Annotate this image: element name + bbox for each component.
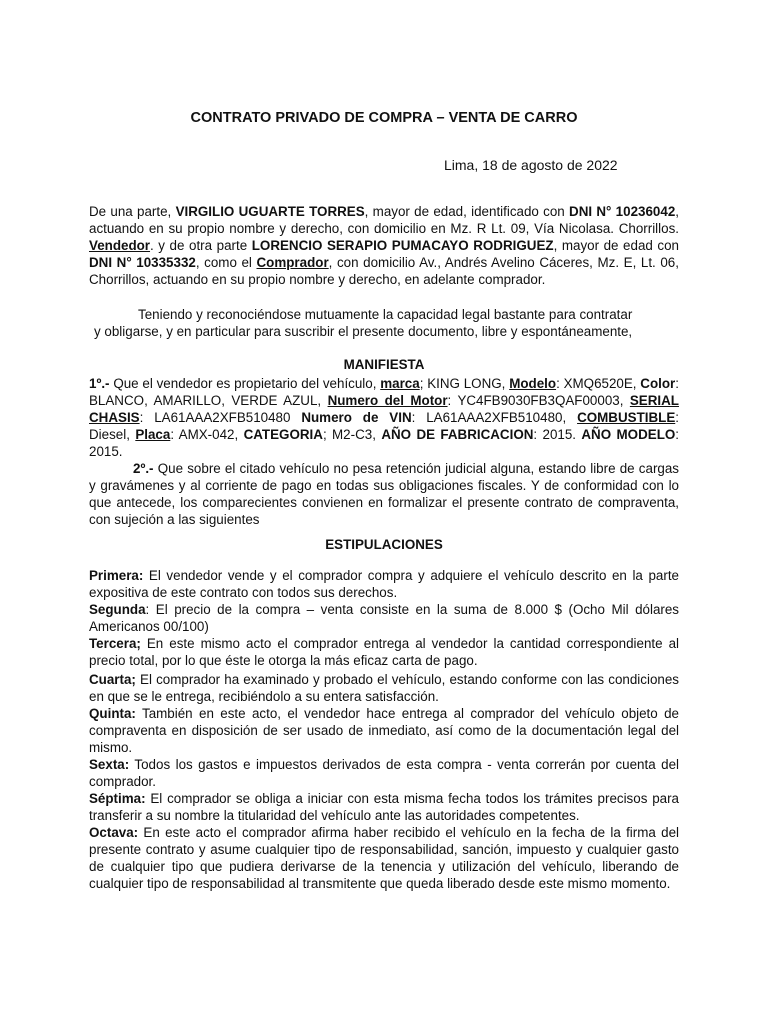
clause-text: En este acto el comprador afirma haber recibido el vehículo en la fecha de la firma del presente contrato y asume cualquier tipo de responsabilidad, sanción, impuesto y cualquier gasto de cualquier tipo que pudiera derivarse de la tenencia y utilización del vehículo, liberando de cualquier tipo de responsabilidad al transmitente que queda liberado desde este mismo momento.	[89, 825, 679, 891]
chasis-label: SERIAL CHASIS	[89, 393, 679, 425]
clause-label: Segunda	[89, 602, 146, 617]
clauses-block-2	[89, 671, 679, 892]
capacity-paragraph	[94, 306, 694, 340]
chasis-value: : LA61AAA2XFB510480	[139, 410, 302, 425]
vin-value: : LA61AAA2XFB510480,	[411, 410, 578, 425]
motor-label: Numero del Motor	[327, 393, 448, 408]
clause-label: Cuarta;	[89, 672, 136, 687]
seller-role: Vendedor	[89, 238, 151, 253]
vin-label: Numero de VIN	[301, 410, 412, 425]
color-value: : BLANCO, AMARILLO, VERDE AZUL,	[89, 376, 679, 408]
intro-text: , mayor de edad con	[553, 238, 679, 253]
intro-text: , con domicilio Av., Andrés Avelino Cáceres, Mz. E, Lt. 06, Chorrillos, actuando en su propio nombre y derecho, en adelante comprador.	[89, 255, 679, 287]
buyer-name: LORENCIO SERAPIO PUMACAYO RODRIGUEZ	[251, 238, 554, 253]
marca-label: marca	[380, 376, 420, 391]
clause-text: El comprador ha examinado y probado el vehículo, estando conforme con las condiciones en que se le entrega, recibiéndolo a su entera satisfacción.	[89, 672, 679, 704]
intro-paragraph	[89, 203, 679, 288]
item-number: 1º.-	[89, 376, 110, 391]
clauses-block-1	[89, 567, 679, 669]
intro-text: . y de otra parte	[150, 238, 252, 253]
item-text: Que el vendedor es propietario del vehículo,	[109, 376, 381, 391]
seller-name: VIRGILIO UGUARTE TORRES	[175, 204, 365, 219]
clause-label: Séptima:	[89, 791, 146, 806]
placa-label: Placa	[135, 427, 171, 442]
clause-label: Quinta:	[89, 706, 136, 721]
clause-tercera	[89, 635, 679, 669]
clause-segunda	[89, 601, 679, 635]
modelo-value: : XMQ6520E,	[556, 376, 641, 391]
clause-quinta	[89, 705, 679, 756]
combustible-label: COMBUSTIBLE	[577, 410, 676, 425]
placa-value: : AMX-042,	[170, 427, 244, 442]
clause-label: Octava:	[89, 825, 139, 840]
clause-septima	[89, 790, 679, 824]
combustible-value: : Diesel,	[89, 410, 679, 442]
item-text: Que sobre el citado vehículo no pesa retención judicial alguna, estando libre de cargas y gravámenes y al corriente de pago en todas sus obligaciones fiscales. Y de conformidad con lo que antecede, los comparecientes convienen en formalizar el presente contrato de compraventa, con sujeción a las siguientes	[89, 461, 679, 527]
intro-text: , mayor de edad, identificado con	[364, 204, 570, 219]
place-date: Lima, 18 de agosto de 2022	[444, 157, 618, 173]
clause-text: Todos los gastos e impuestos derivados de esta compra - venta correrán por cuenta del comprador.	[89, 757, 679, 789]
clause-label: Sexta:	[89, 757, 130, 772]
marca-value: ; KING LONG,	[419, 376, 510, 391]
categoria-value: ; M2-C3,	[322, 427, 382, 442]
document-title: CONTRATO PRIVADO DE COMPRA – VENTA DE CARRO	[190, 110, 578, 126]
clause-sexta	[89, 756, 679, 790]
modelo-year-value: : 2015.	[89, 427, 680, 459]
clause-text: También en este acto, el vendedor hace entrega al comprador del vehículo objeto de compraventa en disposición de ser usado de inmediato, así como de la documentación legal del mismo.	[89, 706, 679, 755]
intro-text: , actuando en su propio nombre y derecho, con domicilio en Mz. R Lt. 09, Vía Nicolasa. Chorrillos.	[89, 204, 679, 236]
clause-text: El comprador se obliga a iniciar con esta misma fecha todos los trámites precisos para transferir a su nombre la titularidad del vehículo ante las autoridades competentes.	[89, 791, 679, 823]
capacity-line-1: Teniendo y reconociéndose mutuamente la capacidad legal bastante para contratar	[138, 307, 633, 322]
intro-text: De una parte,	[89, 204, 176, 219]
modelo-year-label: AÑO MODELO	[581, 427, 676, 442]
categoria-label: CATEGORIA	[243, 427, 323, 442]
color-label: Color	[640, 376, 676, 391]
intro-text: , como el	[195, 255, 257, 270]
clause-text: En este mismo acto el comprador entrega al vendedor la cantidad correspondiente al precio total, por lo que éste le otorga la más eficaz carta de pago.	[89, 636, 679, 668]
clause-label: Primera:	[89, 568, 144, 583]
clause-text: El vendedor vende y el comprador compra y adquiere el vehículo descrito en la parte expositiva de este contrato con todos sus derechos.	[89, 568, 679, 600]
modelo-label: Modelo	[509, 376, 557, 391]
fabricacion-label: AÑO DE FABRICACION	[381, 427, 534, 442]
clause-text: : El precio de la compra – venta consiste en la suma de 8.000 $ (Ocho Mil dólares Americanos 00/100)	[89, 602, 679, 634]
clause-octava	[89, 824, 679, 892]
manifiesta-heading: MANIFIESTA	[343, 357, 425, 372]
motor-value: : YC4FB9030FB3QAF00003,	[447, 393, 630, 408]
clause-cuarta	[89, 671, 679, 705]
manifiesta-1	[89, 375, 679, 528]
capacity-line-2: y obligarse, y en particular para suscribir el presente documento, libre y espontáneamente,	[94, 324, 633, 339]
clause-primera	[89, 567, 679, 601]
clause-label: Tercera;	[89, 636, 141, 651]
fabricacion-value: : 2015.	[533, 427, 582, 442]
estipulaciones-heading: ESTIPULACIONES	[325, 537, 443, 552]
buyer-dni: DNI N° 10335332	[89, 255, 196, 270]
buyer-role: Comprador	[256, 255, 329, 270]
item-number: 2º.-	[133, 461, 154, 476]
seller-dni: DNI N° 10236042	[569, 204, 676, 219]
